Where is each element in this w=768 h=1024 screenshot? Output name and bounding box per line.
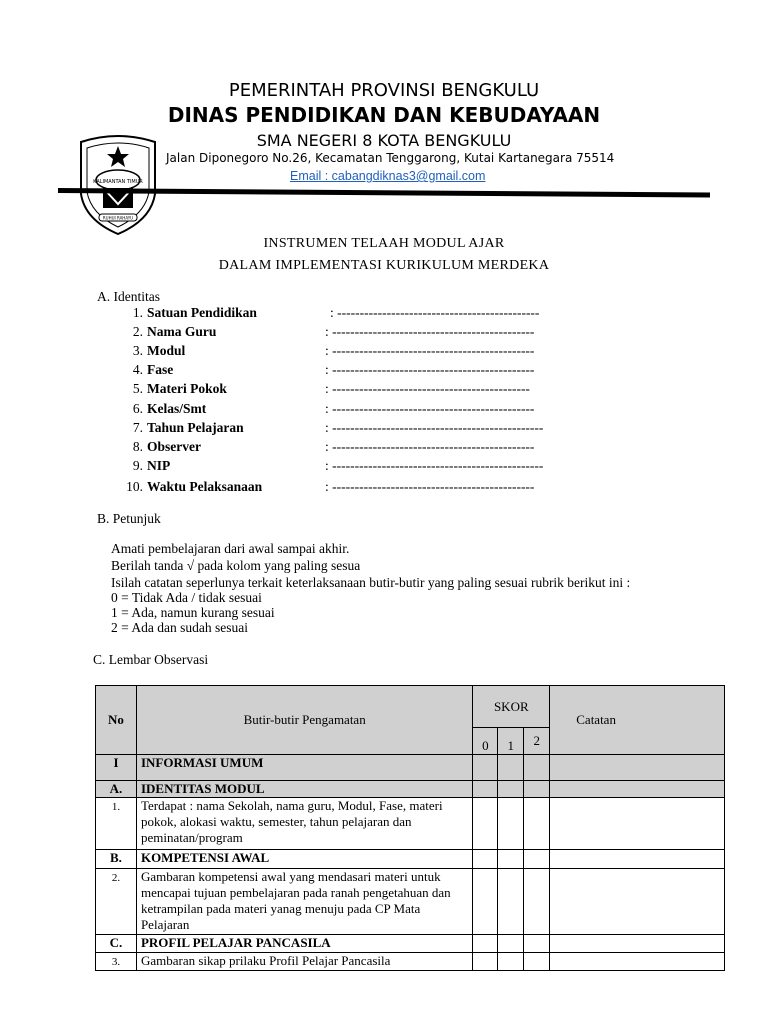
- score-0-cell[interactable]: [473, 869, 498, 935]
- row-number: 2.: [96, 869, 137, 935]
- identitas-label: Materi Pokok: [147, 381, 227, 396]
- catatan-cell[interactable]: [550, 953, 725, 971]
- score-2-cell[interactable]: [524, 953, 550, 971]
- score-0-cell[interactable]: [473, 781, 498, 798]
- header-catatan: Catatan: [550, 686, 725, 755]
- identitas-value-field[interactable]: : ---------------------------------------------: [325, 439, 535, 454]
- table-row: [96, 798, 725, 850]
- identitas-value-field[interactable]: : ---------------------------------------------: [325, 362, 535, 377]
- score-1-cell[interactable]: [498, 781, 524, 798]
- score-1-cell[interactable]: [498, 798, 524, 850]
- catatan-cell[interactable]: [550, 755, 725, 781]
- row-text: Gambaran sikap prilaku Profil Pelajar Pancasila: [136, 953, 472, 971]
- table-row: [96, 850, 725, 869]
- identitas-value-field[interactable]: : ---------------------------------------------: [330, 305, 540, 320]
- identitas-number: 8.: [132, 439, 143, 454]
- agency-name: DINAS PENDIDIKAN DAN KEBUDAYAAN: [167, 103, 601, 127]
- identitas-number: 3.: [132, 343, 143, 358]
- row-number: 1.: [96, 798, 137, 850]
- score-0-cell[interactable]: [473, 953, 498, 971]
- identitas-number: 9.: [132, 458, 143, 473]
- school-name: SMA NEGERI 8 KOTA BENGKULU: [256, 131, 512, 150]
- email-link[interactable]: Email : cabangdiknas3@gmail.com: [290, 169, 486, 183]
- score-2-cell[interactable]: [524, 755, 550, 781]
- identitas-number: 4.: [132, 362, 143, 377]
- score-2-cell[interactable]: [524, 869, 550, 935]
- identitas-label: NIP: [147, 458, 171, 473]
- logo-text-bottom: RUHUI RAHAYU: [102, 215, 134, 221]
- letterhead: [0, 0, 768, 240]
- score-0-cell[interactable]: [473, 850, 498, 869]
- table-row: [96, 869, 725, 935]
- identitas-label: Satuan Pendidikan: [147, 305, 257, 320]
- document-subtitle: DALAM IMPLEMENTASI KURIKULUM MERDEKA: [218, 258, 550, 273]
- table-row: [96, 953, 725, 971]
- document-title: INSTRUMEN TELAAH MODUL AJAR: [263, 236, 505, 251]
- score-0-cell[interactable]: [473, 755, 498, 781]
- score-1-cell[interactable]: [498, 755, 524, 781]
- identitas-number: 7.: [132, 420, 143, 435]
- catatan-cell[interactable]: [550, 798, 725, 850]
- catatan-cell[interactable]: [550, 850, 725, 869]
- identitas-number: 6.: [132, 401, 143, 416]
- header-score-0: 0: [473, 728, 498, 755]
- table-row: [96, 755, 725, 781]
- identitas-label: Nama Guru: [147, 324, 217, 339]
- school-address: Jalan Diponegoro No.26, Kecamatan Tenggarong, Kutai Kartanegara 75514: [166, 151, 615, 165]
- row-text: Gambaran kompetensi awal yang mendasari materi untuk mencapai tujuan pembelajaran pada ranah pengetahuan dan ketrampilan pada materi yanag menuju pada CP Mata Pelajaran: [136, 869, 472, 935]
- observation-table: [95, 685, 725, 971]
- header-score-1: 1: [498, 728, 524, 755]
- row-number: C.: [96, 935, 137, 953]
- header-score-2: 2: [524, 728, 550, 755]
- row-text: PROFIL PELAJAR PANCASILA: [136, 935, 472, 953]
- catatan-cell[interactable]: [550, 781, 725, 798]
- catatan-cell[interactable]: [550, 869, 725, 935]
- row-number: I: [96, 755, 137, 781]
- score-2-cell[interactable]: [524, 798, 550, 850]
- logo-text-top: KALIMANTAN TIMUR: [93, 179, 143, 185]
- score-1-cell[interactable]: [498, 850, 524, 869]
- identitas-label: Modul: [147, 343, 186, 358]
- petunjuk-line: Isilah catatan seperlunya terkait keterlaksanaan butir-butir yang paling sesuai rubrik berikut ini :: [111, 575, 631, 590]
- score-1-cell[interactable]: [498, 953, 524, 971]
- table-row: [96, 935, 725, 953]
- score-1-cell[interactable]: [498, 869, 524, 935]
- identitas-number: 10.: [126, 479, 143, 494]
- identitas-label: Kelas/Smt: [147, 401, 207, 416]
- row-text: IDENTITAS MODUL: [136, 781, 472, 798]
- header-no: No: [96, 686, 137, 755]
- identitas-label: Fase: [147, 362, 174, 377]
- petunjuk-line: Amati pembelajaran dari awal sampai akhir.: [111, 541, 350, 556]
- score-2-cell[interactable]: [524, 850, 550, 869]
- lembar-heading: C. Lembar Observasi: [93, 652, 209, 667]
- government-name: PEMERINTAH PROVINSI BENGKULU: [228, 80, 540, 101]
- identitas-label: Tahun Pelajaran: [147, 420, 244, 435]
- score-2-cell[interactable]: [524, 935, 550, 953]
- petunjuk-line: Berilah tanda √ pada kolom yang paling sesua: [111, 558, 361, 573]
- score-0-cell[interactable]: [473, 935, 498, 953]
- petunjuk-heading: B. Petunjuk: [97, 511, 161, 526]
- score-2-cell[interactable]: [524, 781, 550, 798]
- identitas-number: 2.: [132, 324, 143, 339]
- score-1-cell[interactable]: [498, 935, 524, 953]
- identitas-label: Observer: [147, 439, 201, 454]
- identitas-value-field[interactable]: : ---------------------------------------------: [325, 324, 535, 339]
- identitas-value-field[interactable]: : -----------------------------------------------: [325, 420, 544, 435]
- catatan-cell[interactable]: [550, 935, 725, 953]
- identitas-value-field[interactable]: : -----------------------------------------------: [325, 458, 544, 473]
- petunjuk-line: 2 = Ada dan sudah sesuai: [111, 620, 248, 635]
- row-number: A.: [96, 781, 137, 798]
- petunjuk-line: 0 = Tidak Ada / tidak sesuai: [111, 590, 262, 605]
- identitas-value-field[interactable]: : ---------------------------------------------: [325, 401, 535, 416]
- identitas-value-field[interactable]: : ---------------------------------------------: [325, 343, 535, 358]
- identitas-label: Waktu Pelaksanaan: [147, 479, 263, 494]
- identitas-heading: A. Identitas: [97, 289, 160, 304]
- table-row: [96, 781, 725, 798]
- score-0-cell[interactable]: [473, 798, 498, 850]
- identitas-value-field[interactable]: : ---------------------------------------------: [325, 479, 535, 494]
- row-number: 3.: [96, 953, 137, 971]
- row-text: INFORMASI UMUM: [136, 755, 472, 781]
- identitas-value-field[interactable]: : --------------------------------------------: [325, 381, 530, 396]
- row-text: Terdapat : nama Sekolah, nama guru, Modul, Fase, materi pokok, alokasi waktu, semester, tahun pelajaran dan peminatan/program: [136, 798, 472, 850]
- header-butir: Butir-butir Pengamatan: [136, 686, 472, 755]
- row-number: B.: [96, 850, 137, 869]
- petunjuk-line: 1 = Ada, namun kurang sesuai: [111, 605, 275, 620]
- header-skor: SKOR: [473, 686, 550, 728]
- row-text: KOMPETENSI AWAL: [136, 850, 472, 869]
- identitas-number: 1.: [132, 305, 143, 320]
- identitas-number: 5.: [132, 381, 143, 396]
